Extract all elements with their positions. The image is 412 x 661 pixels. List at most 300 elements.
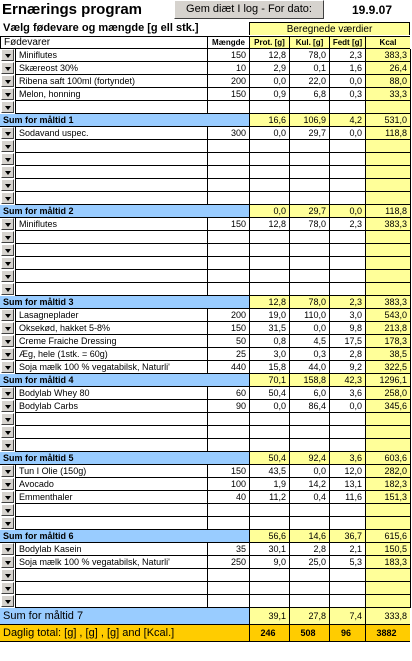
meal-sum-row: [0, 205, 412, 218]
grid-border: [410, 413, 411, 426]
food-select[interactable]: Bodylab Whey 80: [15, 387, 207, 400]
meal-sum-label: Sum for måltid 5: [0, 452, 249, 465]
food-select[interactable]: [15, 595, 207, 608]
kcal-value: [365, 569, 410, 582]
amount-input[interactable]: 90: [207, 400, 249, 413]
protein-value: 12,8: [249, 296, 289, 309]
grid-border: [410, 374, 411, 387]
food-row: [0, 218, 412, 231]
food-select[interactable]: Melon, honning: [15, 88, 207, 101]
protein-value: 19,0: [249, 309, 289, 322]
carbs-value: 44,0: [289, 361, 329, 374]
food-select[interactable]: [15, 153, 207, 166]
food-select[interactable]: [15, 439, 207, 452]
fat-value: [329, 140, 365, 153]
kcal-value: 33,3: [365, 88, 410, 101]
grid-border: [410, 205, 411, 218]
kcal-value: 383,3: [365, 49, 410, 62]
chevron-down-icon[interactable]: [1, 400, 14, 412]
amount-input[interactable]: 50: [207, 335, 249, 348]
grid-border: [410, 218, 411, 231]
protein-value: 0,0: [249, 75, 289, 88]
amount-input[interactable]: [207, 595, 249, 608]
protein-value: 50,4: [249, 387, 289, 400]
fat-value: [329, 595, 365, 608]
grid-border: [410, 322, 411, 335]
protein-value: [249, 166, 289, 179]
grid-border: [410, 491, 411, 504]
amount-input[interactable]: 150: [207, 465, 249, 478]
food-row: [0, 439, 412, 452]
carbs-value: [289, 244, 329, 257]
kcal-value: 543,0: [365, 309, 410, 322]
amount-input[interactable]: [207, 166, 249, 179]
carbs-value: [289, 140, 329, 153]
food-select[interactable]: [15, 569, 207, 582]
carbs-value: 0,0: [289, 465, 329, 478]
fat-value: 36,7: [329, 530, 365, 543]
food-row: [0, 257, 412, 270]
food-row: [0, 75, 412, 88]
carbs-value: [289, 257, 329, 270]
food-select[interactable]: [15, 192, 207, 205]
food-row: [0, 478, 412, 491]
chevron-down-icon[interactable]: [1, 127, 14, 139]
carbs-value: [289, 504, 329, 517]
food-row: [0, 413, 412, 426]
kcal-value: [365, 439, 410, 452]
chevron-down-icon[interactable]: [1, 49, 14, 61]
total-fat: 96: [329, 625, 365, 642]
kcal-value: [365, 283, 410, 296]
carbs-value: 14,6: [289, 530, 329, 543]
carbs-value: 29,7: [289, 205, 329, 218]
subtitle: Vælg fødevare og mængde [g ell stk.]: [0, 22, 249, 35]
chevron-down-icon[interactable]: [1, 569, 14, 581]
chevron-down-icon[interactable]: [1, 582, 14, 594]
chevron-down-icon[interactable]: [1, 62, 14, 74]
food-select[interactable]: Tun I Olie (150g): [15, 465, 207, 478]
daily-total-row: [0, 625, 412, 642]
log-date[interactable]: 19.9.07: [351, 3, 393, 17]
carbs-value: 0,3: [289, 348, 329, 361]
grid-border: [410, 270, 411, 283]
kcal-value: 383,3: [365, 218, 410, 231]
food-select[interactable]: Lasagneplader: [15, 309, 207, 322]
kcal-value: [365, 153, 410, 166]
meal-sum-label: Sum for måltid 3: [0, 296, 249, 309]
kcal-value: [365, 166, 410, 179]
chevron-down-icon[interactable]: [1, 478, 14, 490]
chevron-down-icon[interactable]: [1, 348, 14, 360]
protein-value: [249, 439, 289, 452]
amount-input[interactable]: 300: [207, 127, 249, 140]
grid-border: [410, 426, 411, 439]
protein-value: [249, 140, 289, 153]
food-row: [0, 556, 412, 569]
chevron-down-icon[interactable]: [1, 166, 14, 178]
amount-input[interactable]: 100: [207, 478, 249, 491]
food-row: [0, 543, 412, 556]
food-row: [0, 335, 412, 348]
grid-border: [410, 452, 411, 465]
kcal-value: 383,3: [365, 296, 410, 309]
amount-input[interactable]: 60: [207, 387, 249, 400]
fat-value: [329, 569, 365, 582]
protein-value: 11,2: [249, 491, 289, 504]
chevron-down-icon[interactable]: [1, 335, 14, 347]
chevron-down-icon[interactable]: [1, 140, 14, 152]
carbs-value: [289, 413, 329, 426]
meal-sum-label: Sum for måltid 7: [0, 608, 249, 625]
grid-border: [410, 257, 411, 270]
chevron-down-icon[interactable]: [1, 257, 14, 269]
fat-value: 3,6: [329, 387, 365, 400]
food-row: [0, 166, 412, 179]
kcal-value: [365, 231, 410, 244]
amount-input[interactable]: [207, 231, 249, 244]
amount-input[interactable]: 150: [207, 49, 249, 62]
kcal-value: 1296,1: [365, 374, 410, 387]
food-row: [0, 283, 412, 296]
grid-border: [410, 309, 411, 322]
food-select[interactable]: Bodylab Carbs: [15, 400, 207, 413]
grid-border: [410, 569, 411, 582]
kcal-value: [365, 270, 410, 283]
amount-input[interactable]: 25: [207, 348, 249, 361]
kcal-value: 88,0: [365, 75, 410, 88]
amount-input[interactable]: [207, 140, 249, 153]
carbs-value: 29,7: [289, 127, 329, 140]
protein-value: [249, 569, 289, 582]
food-row: [0, 504, 412, 517]
grid-border: [410, 75, 411, 88]
protein-value: 2,9: [249, 62, 289, 75]
column-header-protein: Prot. [g]: [249, 36, 289, 49]
food-select[interactable]: [15, 270, 207, 283]
protein-value: [249, 582, 289, 595]
carbs-value: 0,0: [289, 322, 329, 335]
kcal-value: [365, 140, 410, 153]
food-row: [0, 361, 412, 374]
food-row: [0, 491, 412, 504]
chevron-down-icon[interactable]: [1, 179, 14, 191]
protein-value: [249, 231, 289, 244]
carbs-value: 158,8: [289, 374, 329, 387]
food-select[interactable]: Emmenthaler: [15, 491, 207, 504]
chevron-down-icon[interactable]: [1, 491, 14, 503]
fat-value: 2,3: [329, 218, 365, 231]
fat-value: 5,3: [329, 556, 365, 569]
kcal-value: 182,3: [365, 478, 410, 491]
chevron-down-icon[interactable]: [1, 153, 14, 165]
carbs-value: 78,0: [289, 296, 329, 309]
food-select[interactable]: [15, 101, 207, 114]
food-select[interactable]: Miniflutes: [15, 49, 207, 62]
fat-value: 0,0: [329, 75, 365, 88]
protein-value: [249, 153, 289, 166]
fat-value: [329, 426, 365, 439]
fat-value: 13,1: [329, 478, 365, 491]
grid-border: [410, 49, 411, 62]
amount-input[interactable]: [207, 244, 249, 257]
food-row: [0, 231, 412, 244]
food-row: [0, 153, 412, 166]
fat-value: 0,0: [329, 400, 365, 413]
grid-border: [410, 179, 411, 192]
amount-input[interactable]: 440: [207, 361, 249, 374]
daily-total-label: Daglig total: [g] , [g] , [g] and [Kcal.]: [0, 625, 249, 642]
fat-value: [329, 101, 365, 114]
fat-value: 3,0: [329, 309, 365, 322]
amount-input[interactable]: 150: [207, 322, 249, 335]
protein-value: [249, 595, 289, 608]
kcal-value: 531,0: [365, 114, 410, 127]
meal-sum-row: [0, 296, 412, 309]
carbs-value: [289, 439, 329, 452]
protein-value: 15,8: [249, 361, 289, 374]
kcal-value: 603,6: [365, 452, 410, 465]
grid-border: [410, 543, 411, 556]
food-select[interactable]: Soja mælk 100 % vegatabilsk, Naturli': [15, 361, 207, 374]
food-row: [0, 309, 412, 322]
fat-value: 12,0: [329, 465, 365, 478]
amount-input[interactable]: 250: [207, 556, 249, 569]
chevron-down-icon[interactable]: [1, 504, 14, 516]
kcal-value: 26,4: [365, 62, 410, 75]
food-select[interactable]: Skæreost 30%: [15, 62, 207, 75]
protein-value: 30,1: [249, 543, 289, 556]
chevron-down-icon[interactable]: [1, 218, 14, 230]
amount-input[interactable]: [207, 101, 249, 114]
amount-input[interactable]: [207, 413, 249, 426]
chevron-down-icon[interactable]: [1, 192, 14, 204]
protein-value: 0,8: [249, 335, 289, 348]
calculated-values-header: Beregnede værdier: [249, 22, 410, 35]
chevron-down-icon[interactable]: [1, 231, 14, 243]
fat-value: 1,6: [329, 62, 365, 75]
amount-input[interactable]: 200: [207, 309, 249, 322]
chevron-down-icon[interactable]: [1, 439, 14, 451]
grid-border: [410, 361, 411, 374]
save-diet-log-button[interactable]: Gem diæt I log - For dato:: [174, 0, 324, 19]
grid-border: [410, 296, 411, 309]
chevron-down-icon[interactable]: [1, 413, 14, 425]
food-select[interactable]: [15, 283, 207, 296]
carbs-value: 4,5: [289, 335, 329, 348]
food-select[interactable]: [15, 179, 207, 192]
amount-input[interactable]: [207, 569, 249, 582]
amount-input[interactable]: 150: [207, 88, 249, 101]
grid-border: [410, 88, 411, 101]
food-row: [0, 62, 412, 75]
amount-input[interactable]: [207, 439, 249, 452]
grid-border: [410, 478, 411, 491]
carbs-value: [289, 426, 329, 439]
kcal-value: 118,8: [365, 205, 410, 218]
food-row: [0, 582, 412, 595]
protein-value: 50,4: [249, 452, 289, 465]
grid-border: [410, 192, 411, 205]
food-row: [0, 127, 412, 140]
food-select[interactable]: Ribena saft 100ml (fortyndet): [15, 75, 207, 88]
kcal-value: [365, 504, 410, 517]
protein-value: 1,9: [249, 478, 289, 491]
chevron-down-icon[interactable]: [1, 426, 14, 438]
carbs-value: 6,0: [289, 387, 329, 400]
carbs-value: [289, 166, 329, 179]
kcal-value: 333,8: [365, 608, 410, 625]
chevron-down-icon[interactable]: [1, 595, 14, 607]
kcal-value: 178,3: [365, 335, 410, 348]
food-select[interactable]: Creme Fraiche Dressing: [15, 335, 207, 348]
chevron-down-icon[interactable]: [1, 270, 14, 282]
food-row: [0, 179, 412, 192]
food-select[interactable]: Avocado: [15, 478, 207, 491]
grid-border: [410, 504, 411, 517]
fat-value: 17,5: [329, 335, 365, 348]
fat-value: 0,0: [329, 127, 365, 140]
carbs-value: 25,0: [289, 556, 329, 569]
grid-border: [410, 153, 411, 166]
carbs-value: [289, 231, 329, 244]
kcal-value: [365, 101, 410, 114]
food-select[interactable]: [15, 426, 207, 439]
kcal-value: [365, 517, 410, 530]
carbs-value: [289, 283, 329, 296]
kcal-value: 38,5: [365, 348, 410, 361]
kcal-value: [365, 413, 410, 426]
grid-border: [410, 530, 411, 543]
protein-value: [249, 413, 289, 426]
total-carbs: 508: [289, 625, 329, 642]
chevron-down-icon[interactable]: [1, 309, 14, 321]
column-header-kcal: Kcal: [365, 36, 410, 49]
food-select[interactable]: [15, 244, 207, 257]
kcal-value: 151,3: [365, 491, 410, 504]
food-row: [0, 49, 412, 62]
fat-value: [329, 517, 365, 530]
protein-value: 9,0: [249, 556, 289, 569]
amount-input[interactable]: [207, 179, 249, 192]
page-title: Ernærings program: [2, 1, 143, 18]
fat-value: [329, 166, 365, 179]
food-row: [0, 192, 412, 205]
chevron-down-icon[interactable]: [1, 517, 14, 529]
chevron-down-icon[interactable]: [1, 88, 14, 100]
food-select[interactable]: Oksekød, hakket 5-8%: [15, 322, 207, 335]
food-select[interactable]: [15, 504, 207, 517]
grid-border: [410, 595, 411, 608]
total-kcal: 3882: [365, 625, 410, 642]
chevron-down-icon[interactable]: [1, 244, 14, 256]
protein-value: 0,0: [249, 400, 289, 413]
grid-border: [410, 283, 411, 296]
food-row: [0, 270, 412, 283]
fat-value: [329, 231, 365, 244]
chevron-down-icon[interactable]: [1, 361, 14, 373]
amount-input[interactable]: 40: [207, 491, 249, 504]
chevron-down-icon[interactable]: [1, 465, 14, 477]
carbs-value: 2,8: [289, 543, 329, 556]
carbs-value: 78,0: [289, 49, 329, 62]
food-select[interactable]: [15, 517, 207, 530]
fat-value: 0,3: [329, 88, 365, 101]
chevron-down-icon[interactable]: [1, 75, 14, 87]
protein-value: [249, 504, 289, 517]
food-row: [0, 322, 412, 335]
amount-input[interactable]: [207, 582, 249, 595]
amount-input[interactable]: [207, 270, 249, 283]
fat-value: [329, 244, 365, 257]
fat-value: 2,3: [329, 296, 365, 309]
chevron-down-icon[interactable]: [1, 101, 14, 113]
food-select[interactable]: Bodylab Kasein: [15, 543, 207, 556]
food-select[interactable]: [15, 413, 207, 426]
amount-input[interactable]: [207, 517, 249, 530]
food-select[interactable]: Miniflutes: [15, 218, 207, 231]
food-select[interactable]: [15, 582, 207, 595]
food-row: [0, 426, 412, 439]
amount-input[interactable]: [207, 257, 249, 270]
amount-input[interactable]: [207, 153, 249, 166]
amount-input[interactable]: [207, 283, 249, 296]
meal-sum-label: Sum for måltid 1: [0, 114, 249, 127]
chevron-down-icon[interactable]: [1, 556, 14, 568]
protein-value: 43,5: [249, 465, 289, 478]
protein-value: 0,0: [249, 127, 289, 140]
grid-border: [410, 62, 411, 75]
amount-input[interactable]: 10: [207, 62, 249, 75]
food-select[interactable]: [15, 140, 207, 153]
fat-value: [329, 153, 365, 166]
carbs-value: [289, 192, 329, 205]
food-select[interactable]: Soja mælk 100 % vegatabilsk, Naturli': [15, 556, 207, 569]
amount-input[interactable]: 200: [207, 75, 249, 88]
food-select[interactable]: [15, 257, 207, 270]
grid-border: [410, 387, 411, 400]
protein-value: 70,1: [249, 374, 289, 387]
chevron-down-icon[interactable]: [1, 283, 14, 295]
food-row: [0, 101, 412, 114]
fat-value: [329, 179, 365, 192]
food-select[interactable]: Æg, hele (1stk. = 60g): [15, 348, 207, 361]
fat-value: 0,0: [329, 205, 365, 218]
chevron-down-icon[interactable]: [1, 322, 14, 334]
kcal-value: [365, 192, 410, 205]
protein-value: [249, 244, 289, 257]
chevron-down-icon[interactable]: [1, 387, 14, 399]
kcal-value: 150,5: [365, 543, 410, 556]
amount-input[interactable]: [207, 504, 249, 517]
grid-border: [410, 517, 411, 530]
amount-input[interactable]: [207, 192, 249, 205]
protein-value: 39,1: [249, 608, 289, 625]
food-select[interactable]: [15, 231, 207, 244]
grid-border: [410, 127, 411, 140]
column-header-food: Fødevarer: [0, 36, 207, 49]
chevron-down-icon[interactable]: [1, 543, 14, 555]
amount-input[interactable]: [207, 426, 249, 439]
food-select[interactable]: [15, 166, 207, 179]
food-select[interactable]: Sodavand uspec.: [15, 127, 207, 140]
food-row: [0, 400, 412, 413]
amount-input[interactable]: 35: [207, 543, 249, 556]
amount-input[interactable]: 150: [207, 218, 249, 231]
fat-value: [329, 413, 365, 426]
carbs-value: [289, 517, 329, 530]
food-row: [0, 244, 412, 257]
